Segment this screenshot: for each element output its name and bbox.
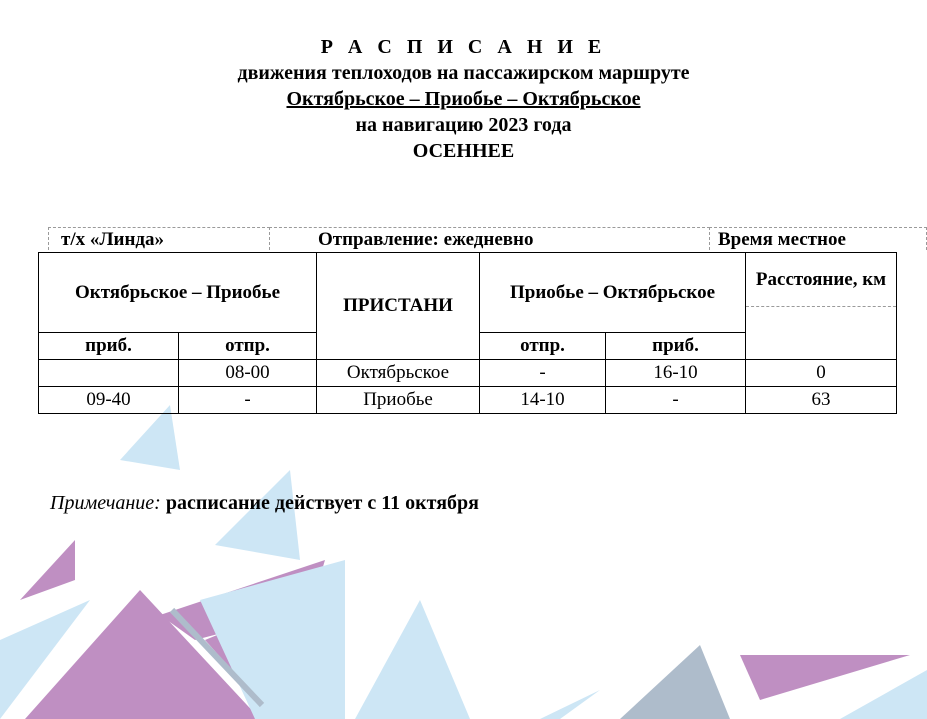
header-distance: Расстояние, км — [746, 253, 897, 307]
header-departure: отпр. — [179, 333, 317, 360]
cell-departure-return: - — [480, 360, 606, 387]
note — [50, 490, 479, 516]
header-direction-outbound: Октябрьское – Приобье — [39, 253, 317, 333]
title-subtitle: движения теплоходов на пассажирском маршруте — [237, 62, 690, 84]
title-season: ОСЕННЕЕ — [412, 140, 515, 162]
table-row — [39, 360, 897, 387]
info-departure-cell — [269, 227, 710, 250]
header-direction-return: Приобье – Октябрьское — [480, 253, 746, 333]
info-time-cell — [709, 227, 927, 250]
title-route: Октябрьское – Приобье – Октябрьское — [286, 88, 641, 110]
cell-arrival-return: 16-10 — [606, 360, 746, 387]
vessel-name: т/х «Линда» — [61, 229, 165, 250]
note-text: расписание действует с 11 октября — [165, 492, 479, 514]
table-header-row — [39, 253, 897, 307]
document-title — [0, 34, 927, 164]
departure-frequency: Отправление: ежедневно — [318, 229, 534, 250]
info-row — [48, 227, 927, 251]
header-departure-return: отпр. — [480, 333, 606, 360]
header-arrival-return: приб. — [606, 333, 746, 360]
cell-arrival: 09-40 — [39, 387, 179, 414]
note-label: Примечание: — [50, 492, 161, 514]
info-vessel-cell — [48, 227, 270, 250]
cell-distance: 0 — [746, 360, 897, 387]
header-distance-blank — [746, 307, 897, 360]
cell-arrival — [39, 360, 179, 387]
title-season-year: на навигацию 2023 года — [355, 114, 572, 136]
table-row — [39, 387, 897, 414]
cell-departure: 08-00 — [179, 360, 317, 387]
header-arrival: приб. — [39, 333, 179, 360]
header-piers: ПРИСТАНИ — [317, 253, 480, 360]
cell-pier: Октябрьское — [317, 360, 480, 387]
cell-arrival-return: - — [606, 387, 746, 414]
local-time-note: Время местное — [718, 229, 846, 250]
schedule-table — [38, 252, 897, 414]
title-schedule: Р А С П И С А Н И Е — [320, 36, 607, 58]
cell-distance: 63 — [746, 387, 897, 414]
cell-pier: Приобье — [317, 387, 480, 414]
cell-departure-return: 14-10 — [480, 387, 606, 414]
cell-departure: - — [179, 387, 317, 414]
